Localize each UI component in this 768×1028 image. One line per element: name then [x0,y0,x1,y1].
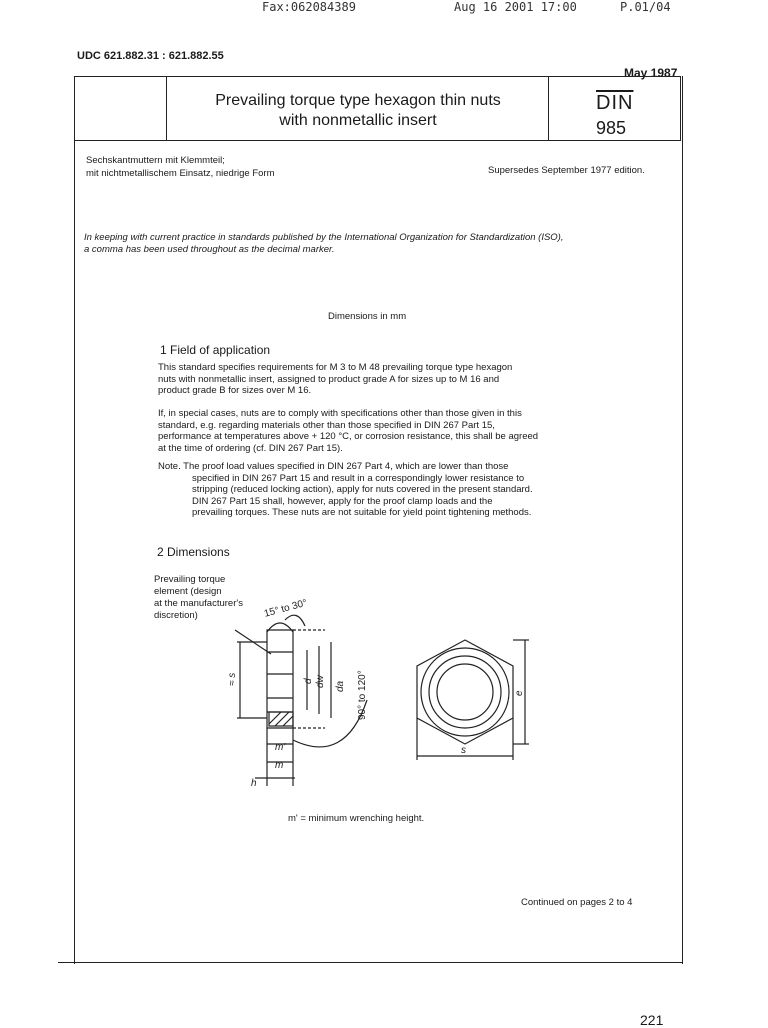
page-bottom-rule [58,962,682,963]
german-title-line-1: Sechskantmuttern mit Klemmteil; [86,155,225,166]
dim-e-label: e [514,690,525,696]
section-2-heading: 2 Dimensions [157,545,230,559]
dim-s-bottom-label: s [461,745,466,756]
figure-caption: m' = minimum wrenching height. [288,813,425,824]
label-line: at the manufacturer's [154,598,243,609]
iso-note [84,232,674,256]
dim-da-label: da [335,680,346,692]
dim-h-label: h [251,778,257,789]
dim-s-label: ≈ s [227,672,238,686]
label-line: element (design [154,586,222,597]
para-2-line: If, in special cases, nuts are to comply with specifications other than those given in this [158,408,522,419]
title-divider-right [548,76,549,141]
section-1-heading: 1 Field of application [160,343,271,357]
fax-number: Fax:062084389 [262,0,356,14]
continued-note: Continued on pages 2 to 4 [521,897,633,908]
fax-page: P.01/04 [620,0,671,14]
fax-date: Aug 16 2001 17:00 [454,0,577,14]
din-number: 985 [596,118,627,138]
para-1-line: This standard specifies requirements for M 3 to M 48 prevailing torque type hexagon [158,362,513,373]
nut-drawing [195,590,535,800]
para-1-line: product grade B for sizes over M 16. [158,385,312,396]
para-2-line: performance at temperatures above + 120 °C, or corrosion resistance, this shall be agreed [158,431,539,442]
dim-m-prime-label: m' [275,742,286,753]
para-2-line: at the time of ordering (cf. DIN 267 Part 15). [158,442,343,454]
section-1-note [158,461,598,519]
udc-code: UDC 621.882.31 : 621.882.55 [77,50,224,62]
document-title [170,91,546,131]
german-title [86,154,274,180]
angle-top-label: 15° to 30° [262,597,309,620]
title-line-1: Prevailing torque type hexagon thin nuts [215,92,501,109]
note-line: specified in DIN 267 Part 15 and result in a correspondingly lower resistance to [192,472,525,484]
section-1-para-1 [158,362,598,397]
din-label: $\overline{DIN}$ [596,92,634,114]
page-frame [74,76,683,964]
para-1-line: nuts with nonmetallic insert, assigned to product grade A for sizes up to M 16 and [158,373,500,385]
german-title-line-2: mit nichtmetallischem Einsatz, niedrige Form [86,168,275,179]
note-line: prevailing torques. These nuts are not suitable for yield point tightening methods. [192,507,532,518]
note-line: DIN 267 Part 15 shall, however, apply for the proof clamp loads and the [192,495,493,507]
dim-d-label: d [303,678,314,684]
dim-m-label: m [275,760,284,771]
iso-note-line-2: a comma has been used throughout as the decimal marker. [84,244,335,255]
dimensions-note: Dimensions in mm [328,311,407,322]
dim-dw-label: dw [315,675,326,688]
issue-date: May 1987 [624,66,678,80]
note-line: stripping (reduced locking action), apply for nuts covered in the present standard. [192,484,533,495]
angle-right-label: 90° to 120° [357,670,368,720]
title-line-2: with nonmetallic insert [279,112,437,129]
para-2-line: standard, e.g. regarding materials other than those specified in DIN 267 Part 15, [158,419,495,431]
angle-arc-right [293,700,367,747]
nut-top-dome [267,623,293,632]
label-line: Prevailing torque [154,574,226,585]
iso-note-line-1: In keeping with current practice in standards published by the International Organization for Standardization (ISO), [84,232,564,243]
section-1-para-2 [158,408,598,454]
supersedes-note: Supersedes September 1977 edition. [488,165,645,176]
note-line: Note. The proof load values specified in DIN 267 Part 4, which are lower than those [158,461,509,472]
title-divider-left [166,76,167,141]
page-number: 221 [640,1012,664,1028]
label-line: discretion) [154,610,198,621]
angle-arc-top [285,615,305,626]
